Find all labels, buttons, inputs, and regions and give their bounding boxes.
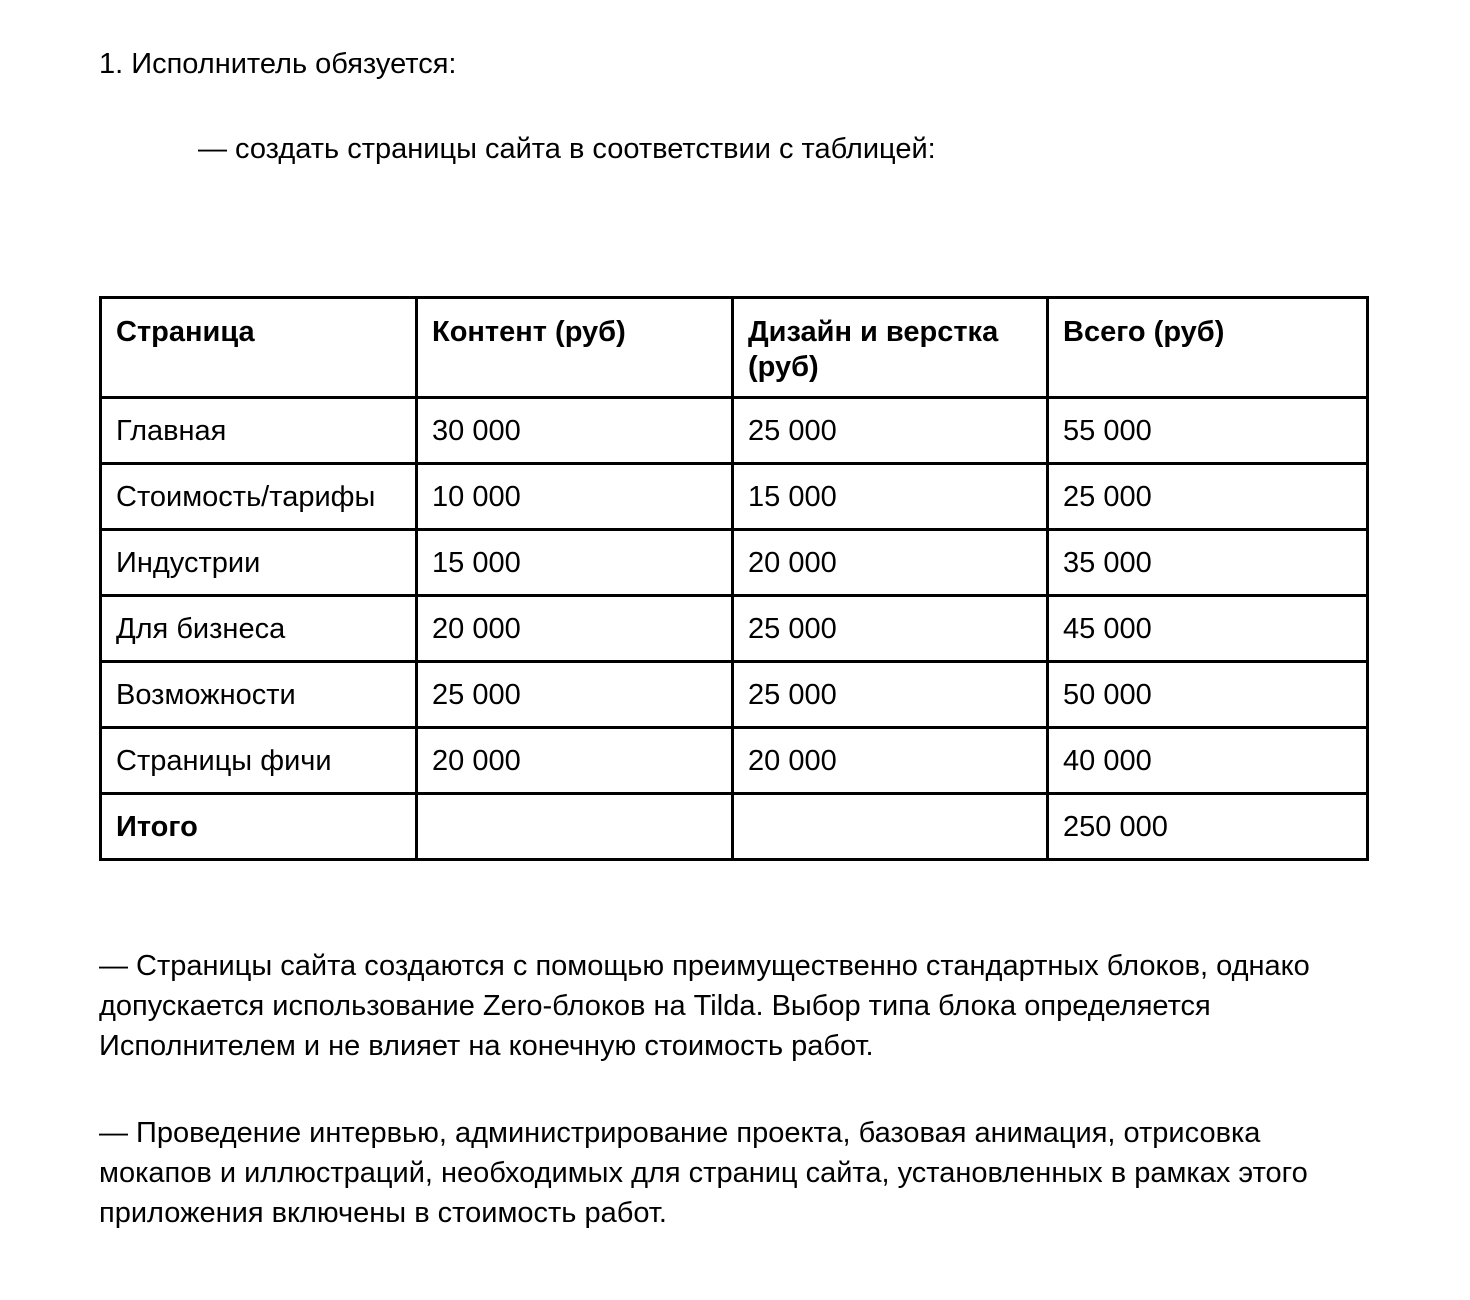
cell-total: 55 000 xyxy=(1048,398,1368,464)
table-row xyxy=(101,662,1368,728)
table-row xyxy=(101,398,1368,464)
cell-design: 25 000 xyxy=(733,398,1048,464)
cell-content: 25 000 xyxy=(417,662,733,728)
header-content: Контент (руб) xyxy=(417,298,733,398)
price-table xyxy=(99,296,1369,861)
cell-total-label: Итого xyxy=(101,794,417,860)
cell-total: 40 000 xyxy=(1048,728,1368,794)
cell-grand-total: 250 000 xyxy=(1048,794,1368,860)
cell-content: 20 000 xyxy=(417,596,733,662)
cell-total: 25 000 xyxy=(1048,464,1368,530)
paragraph-included-services: — Проведение интервью, администрирование проекта, базовая анимация, отрисовка мокапов и иллюстраций, необходимых для страниц сайта, установленных в рамках этого приложения включены в стоимость работ. xyxy=(99,1117,1308,1229)
cell-design: 25 000 xyxy=(733,596,1048,662)
cell-page: Для бизнеса xyxy=(101,596,417,662)
header-page: Страница xyxy=(101,298,417,398)
cell-page: Страницы фичи xyxy=(101,728,417,794)
cell-total: 50 000 xyxy=(1048,662,1368,728)
cell-page: Индустрии xyxy=(101,530,417,596)
bullet-intro: — создать страницы сайта в соответствии с таблицей: xyxy=(198,133,936,165)
cell-content: 15 000 xyxy=(417,530,733,596)
table-row xyxy=(101,728,1368,794)
section-heading: 1. Исполнитель обязуется: xyxy=(99,48,457,80)
table-row xyxy=(101,596,1368,662)
cell-page: Возможности xyxy=(101,662,417,728)
cell-content: 30 000 xyxy=(417,398,733,464)
cell-design: 20 000 xyxy=(733,530,1048,596)
cell-design: 25 000 xyxy=(733,662,1048,728)
cell-design: 15 000 xyxy=(733,464,1048,530)
cell-total: 45 000 xyxy=(1048,596,1368,662)
cell-content: 10 000 xyxy=(417,464,733,530)
table-row xyxy=(101,530,1368,596)
cell-page: Стоимость/тарифы xyxy=(101,464,417,530)
cell-total: 35 000 xyxy=(1048,530,1368,596)
table-row xyxy=(101,464,1368,530)
table-header-row xyxy=(101,298,1368,398)
header-design: Дизайн и верстка (руб) xyxy=(733,298,1048,398)
cell-design: 20 000 xyxy=(733,728,1048,794)
cell-total-content xyxy=(417,794,733,860)
table-total-row xyxy=(101,794,1368,860)
cell-content: 20 000 xyxy=(417,728,733,794)
header-total: Всего (руб) xyxy=(1048,298,1368,398)
paragraph-blocks-note: — Страницы сайта создаются с помощью преимущественно стандартных блоков, однако допускается использование Zero-блоков на Tilda. Выбор типа блока определяется Исполнителем и не влияет на конечную стоимость работ. xyxy=(99,950,1310,1062)
cell-page: Главная xyxy=(101,398,417,464)
cell-total-design xyxy=(733,794,1048,860)
